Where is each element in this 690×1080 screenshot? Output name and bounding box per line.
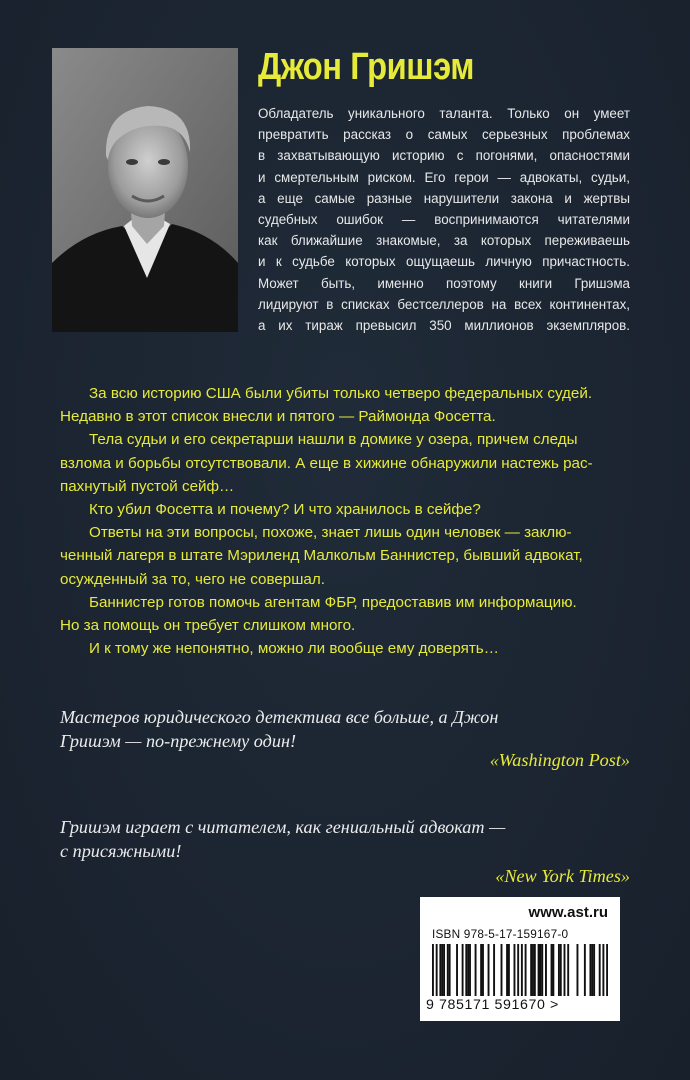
barcode-bar (441, 944, 443, 996)
barcode-bar (584, 944, 586, 996)
bio-line: лидируют в списках бестселлеров на всех континентах, (258, 296, 630, 312)
barcode-bar (593, 944, 595, 996)
annotation-line: Баннистер готов помочь агентам ФБР, предоставив им информацию. (89, 593, 577, 611)
annotation-line: ченный лагеря в штате Мэриленд Малкольм Баннистер, бывший адвокат, (60, 547, 583, 565)
barcode-bar (541, 944, 543, 996)
publisher-site: www.ast.ru (528, 904, 608, 921)
barcode-bar (564, 944, 566, 996)
barcode-bar (465, 944, 467, 996)
quote-line: Гришэм — по-прежнему один! (60, 731, 297, 751)
barcode-bar (456, 944, 458, 996)
annotation-line: И к тому же непонятно, можно ли вообще ему доверять… (89, 640, 499, 658)
barcode-bar (558, 944, 560, 996)
quote-source: «Washington Post» (489, 750, 630, 770)
barcode-bar (599, 944, 601, 996)
annotation-line: пахнутый пустой сейф… (60, 477, 235, 495)
bio-line: как ближайшие знакомые, за которых переживаешь (258, 233, 630, 249)
barcode-digits: 9 785171 591670 > (426, 997, 559, 1013)
barcode-bar (480, 944, 482, 996)
press-quote (60, 705, 635, 753)
barcode-bar (475, 944, 477, 996)
isbn-text: ISBN 978-5-17-159167-0 (432, 927, 569, 941)
barcode-bar (488, 944, 490, 996)
barcode-bar (530, 944, 532, 996)
barcode-bar (462, 944, 464, 996)
barcode-bar (514, 944, 516, 996)
quote-line: Мастеров юридического детектива все больше, а Джон (60, 707, 499, 727)
barcode-bar (534, 944, 536, 996)
barcode-bar (482, 944, 484, 996)
barcode-bar (508, 944, 510, 996)
barcode-bar (577, 944, 579, 996)
quote-line: с присяжными! (60, 841, 182, 861)
bio-line: судебных ошибок — воспринимаются читателями (258, 212, 630, 228)
barcode-bar (521, 944, 523, 996)
bio-line: и к судьбе которых ощущаешь личную причастность. (258, 254, 630, 270)
barcode-bar (467, 944, 469, 996)
barcode-bar (606, 944, 608, 996)
barcode-bar (552, 944, 554, 996)
barcode-bar (567, 944, 569, 996)
barcode-bar (545, 944, 547, 996)
barcode-bar (517, 944, 519, 996)
annotation-line: За всю историю США были убиты только четверо федеральных судей. (89, 385, 593, 402)
bio-line: а их тираж превысил 350 миллионов экземпляров. (258, 318, 630, 334)
bio-line: Может быть, именно поэтому книги Гришэма (258, 275, 630, 291)
barcode-bar (432, 944, 434, 996)
barcode-bar (506, 944, 508, 996)
author-portrait-image (52, 48, 238, 332)
author-name: Джон Гришэм (258, 46, 475, 88)
quote-source: «New York Times» (495, 866, 630, 886)
barcode-bar (589, 944, 591, 996)
author-bio (258, 103, 630, 336)
barcode-bar (551, 944, 553, 996)
barcode-bar (525, 944, 527, 996)
barcode-bars (432, 944, 608, 996)
annotation-line: осужденный за то, чего не совершал. (60, 570, 325, 588)
barcode-bar (538, 944, 540, 996)
bio-line: в захватывающую историю с погонями, опасностями (258, 148, 630, 164)
author-photo (52, 48, 238, 332)
annotation-line: Недавно в этот список внесли и пятого — Раймонда Фосетта. (60, 408, 496, 426)
barcode-bar (447, 944, 449, 996)
bio-line: превратить рассказ о самых серьезных проблемах (258, 127, 630, 143)
barcode-bar (449, 944, 451, 996)
annotation-line: взлома и борьбы отсутствовали. А еще в хижине обнаружили настежь рас- (60, 454, 593, 472)
bio-line: а еще самые разные нарушители закона и жертвы (258, 190, 630, 206)
annotation-line: Кто убил Фосетта и почему? И что хранилось в сейфе? (89, 501, 481, 519)
barcode-bar (560, 944, 562, 996)
annotation-line: Но за помощь он требует слишком много. (60, 617, 356, 635)
barcode-panel (420, 897, 620, 1021)
barcode-bar (493, 944, 495, 996)
bio-line: Обладатель уникального таланта. Только он умеет (258, 106, 630, 121)
bio-line: и смертельным риском. Его герои — адвокаты, судьи, (258, 169, 630, 185)
barcode-bar (439, 944, 441, 996)
barcode-bar (501, 944, 503, 996)
annotation-line: Ответы на эти вопросы, похоже, знает лишь один человек — заклю- (89, 524, 572, 542)
barcode-bar (436, 944, 438, 996)
barcode-bar (591, 944, 593, 996)
barcode-bar (539, 944, 541, 996)
barcode-bar (532, 944, 534, 996)
barcode-bar (469, 944, 471, 996)
barcode-bar (443, 944, 445, 996)
press-quote (60, 815, 635, 863)
book-annotation (60, 382, 635, 660)
barcode-bar (602, 944, 604, 996)
annotation-line: Тела судьи и его секретарши нашли в домике у озера, причем следы (89, 431, 578, 449)
quote-line: Гришэм играет с читателем, как гениальный адвокат — (60, 817, 506, 837)
